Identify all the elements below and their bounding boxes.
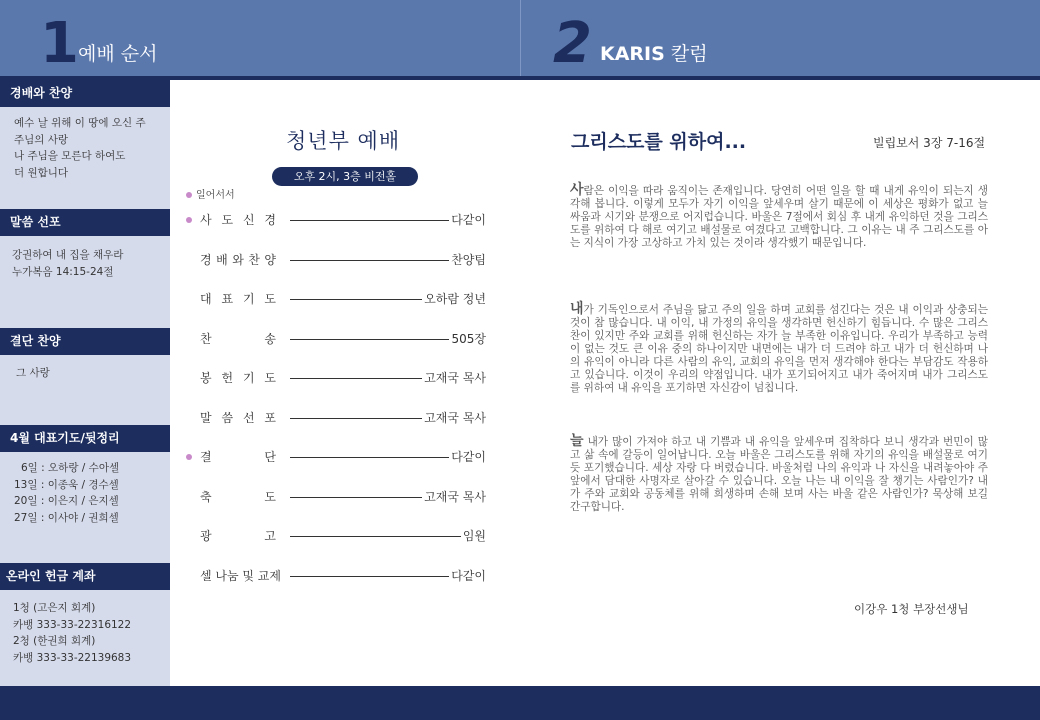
sidebar-body-offering — [13, 600, 131, 666]
paragraph-text: 가 기독인으로서 주님을 닮고 주의 일을 하며 교회를 섬긴다는 것은 내 이익과 상충되는 것이 참 많습니다. 내 이익, 내 가정의 유익을 생각하면 헌신하기 힘듭니다. 수 많은 그리스찬이 있지만 주와 교회를 위해 헌신하는 자가 늘 부족한 이유입니다. 우리가 부족하고 능력이 없는 것도 큰 이유 중의 하나이지만 내면에는 내가 더 드려야 하고 내가 더 헌신하며 나의 유익이 아니라 다른 사람의 유익, 교회의 유익을 먼저 생각해야 한다는 부담감도 작용하고 있습니다. 이것이 우리의 약점입니다. 내가 포기되어지고 내가 죽어지며 내가 그리스도를 위하여 내 유익을 포기하면 자신감이 넘칩니다. — [570, 304, 988, 394]
service-order-row — [186, 526, 486, 546]
service-item-value: 찬양팀 — [451, 252, 486, 267]
column-scripture-reference: 빌립보서 3장 7-16절 — [873, 136, 986, 150]
leader-line — [290, 418, 422, 419]
service-item-label: 말 씀 선 포 — [200, 410, 276, 425]
paragraph-text: 람은 이익을 따라 움직이는 존재입니다. 당연히 어떤 일을 할 때 내게 유익이 되는지 생각해 봅니다. 이렇게 모두가 자기 이익을 앞세우며 살기 때문에 이 세상은 평화가 없고 늘 싸움과 시기와 분쟁으로 어지럽습니다. 바울은 7절에서 회심 후 내게 유익하던 것을 그리스도를 위하여 다 해로 여기고 배설물로 여겼다고 고백합니다. 그 이유는 내 주 그리스도를 아는 지식이 가장 고상하고 가치 있는 것이라 생각했기 때문입니다. — [570, 185, 988, 249]
header-right-band — [521, 0, 1040, 76]
sidebar-line: 20일 : 이은지 / 은지셀 — [14, 495, 119, 507]
service-order-row — [186, 368, 486, 388]
sidebar-heading-prayer: 4월 대표기도/뒷정리 — [0, 425, 170, 452]
column-author: 이강우 1청 부장선생님 — [854, 602, 969, 616]
service-item-value: 다같이 — [451, 568, 486, 583]
sidebar-line: 누가복음 14:15-24절 — [12, 265, 114, 278]
service-item-value: 505장 — [451, 331, 486, 346]
leader-line — [290, 378, 422, 379]
leader-line — [290, 497, 422, 498]
sidebar-body-decision — [16, 365, 50, 382]
sidebar-line: 예수 날 위해 이 땅에 오신 주 — [14, 117, 146, 129]
sidebar-heading-decision: 결단 찬양 — [0, 328, 170, 355]
sidebar-line: 그 사랑 — [16, 367, 50, 379]
sidebar-line: 카뱅 333-33-22139683 — [13, 651, 132, 664]
service-item-value: 오하람 정년 — [424, 292, 486, 306]
service-order-row — [186, 487, 486, 507]
service-item-value: 고재국 목사 — [424, 489, 486, 504]
service-order-heading: 예배 순서 — [78, 43, 158, 65]
column-title: 그리스도를 위하여... — [571, 131, 747, 153]
sidebar-heading-sermon: 말씀 선포 — [0, 209, 170, 236]
service-item-value: 고재국 목사 — [424, 371, 486, 385]
service-title: 청년부 예배 — [286, 129, 401, 153]
column-heading-rest: 칼럼 — [664, 43, 708, 65]
sidebar-line: 6일 : 오하랑 / 수아셀 — [21, 462, 120, 474]
column-heading — [600, 42, 708, 66]
service-item-value: 다같이 — [451, 450, 486, 464]
sidebar-line: 주님의 사랑 — [14, 133, 69, 146]
service-time-badge: 오후 2시, 3층 비전홀 — [272, 167, 418, 186]
paragraph-drop-cap: 내 — [570, 301, 584, 317]
service-item-label: 축 도 — [200, 489, 276, 504]
leader-line — [290, 260, 449, 261]
sidebar-line: 2청 (한권희 회계) — [13, 635, 96, 647]
sidebar-line: 강권하여 내 집을 채우라 — [12, 249, 124, 261]
service-item-label: 사 도 신 경 — [200, 213, 276, 227]
column-paragraph — [570, 435, 988, 514]
sidebar-line: 27일 : 이사야 / 권희셀 — [14, 511, 119, 524]
sidebar-line: 카뱅 333-33-22316122 — [13, 618, 132, 631]
leader-line — [290, 220, 449, 221]
service-item-label: 경 배 와 찬 양 — [200, 252, 276, 267]
column-heading-brand: KARIS — [600, 43, 665, 65]
section-number-2: 2 — [553, 11, 592, 76]
sidebar-heading-worship: 경배와 찬양 — [0, 80, 170, 107]
service-item-value: 다같이 — [451, 213, 486, 227]
sidebar-body-worship — [14, 115, 146, 181]
paragraph-drop-cap: 사 — [570, 182, 584, 198]
column-paragraph — [570, 303, 988, 395]
service-order-row — [186, 210, 486, 230]
leader-line — [290, 457, 449, 458]
leader-line — [290, 536, 461, 537]
bullet-dot-icon — [186, 192, 192, 198]
sidebar-body-sermon — [12, 247, 123, 280]
column-paragraph — [570, 184, 988, 250]
sidebar-body-prayer — [14, 460, 119, 526]
header-divider — [520, 0, 521, 76]
bullet-dot-icon — [186, 217, 192, 223]
service-order-row — [186, 447, 486, 467]
leader-line — [290, 576, 449, 577]
service-item-label: 결 단 — [200, 450, 276, 464]
section-number-1: 1 — [40, 11, 79, 76]
paragraph-text: 내가 많이 가져야 하고 내 기쁨과 내 유익을 앞세우며 집착하다 보니 생각과 번민이 많고 삶 속에 갈등이 일어납니다. 오늘 바울은 그리스도를 위해 자기의 유익을 배설물로 여기듯 포기했습니다. 세상 자랑 다 버렸습니다. 바울처럼 나의 유익과 나 자신을 내려놓아야 주 앞에서 담대한 사명자로 살아갈 수 있습니다. 오늘 나는 내 이익을 잘 챙기는 사람인가? 내가 주와 교회와 공동체를 위해 희생하며 손해 보며 사는 바울 같은 사람인가? 묵상해 보길 간구합니다. — [570, 436, 988, 513]
service-item-label: 찬 송 — [200, 331, 276, 346]
service-item-label: 셀 나눔 및 교제 — [200, 568, 281, 583]
service-item-value: 고재국 목사 — [424, 410, 486, 425]
service-order-row — [186, 408, 486, 428]
stand-note — [186, 186, 235, 201]
sidebar-line: 나 주님을 모른다 하여도 — [14, 150, 126, 162]
service-order-row — [186, 289, 486, 309]
stand-note-text: 일어서서 — [196, 190, 235, 201]
service-order-row — [186, 329, 486, 349]
footer-band — [0, 686, 1040, 720]
service-item-value: 임원 — [462, 529, 486, 543]
service-order-row — [186, 566, 486, 586]
bullet-dot-icon — [186, 454, 192, 460]
sidebar-line: 더 원합니다 — [14, 166, 69, 179]
service-item-label: 대 표 기 도 — [200, 292, 276, 306]
sidebar-line: 13일 : 이종욱 / 경수셀 — [14, 478, 119, 491]
service-order-row — [186, 250, 486, 270]
service-item-label: 광 고 — [200, 529, 276, 543]
leader-line — [290, 339, 449, 340]
service-item-label: 봉 헌 기 도 — [200, 371, 276, 385]
sidebar-line: 1청 (고은지 회계) — [13, 602, 96, 614]
sidebar — [0, 80, 170, 686]
sidebar-heading-offering: 온라인 헌금 계좌 — [0, 563, 170, 590]
leader-line — [290, 299, 422, 300]
paragraph-drop-cap: 늘 — [570, 433, 584, 449]
